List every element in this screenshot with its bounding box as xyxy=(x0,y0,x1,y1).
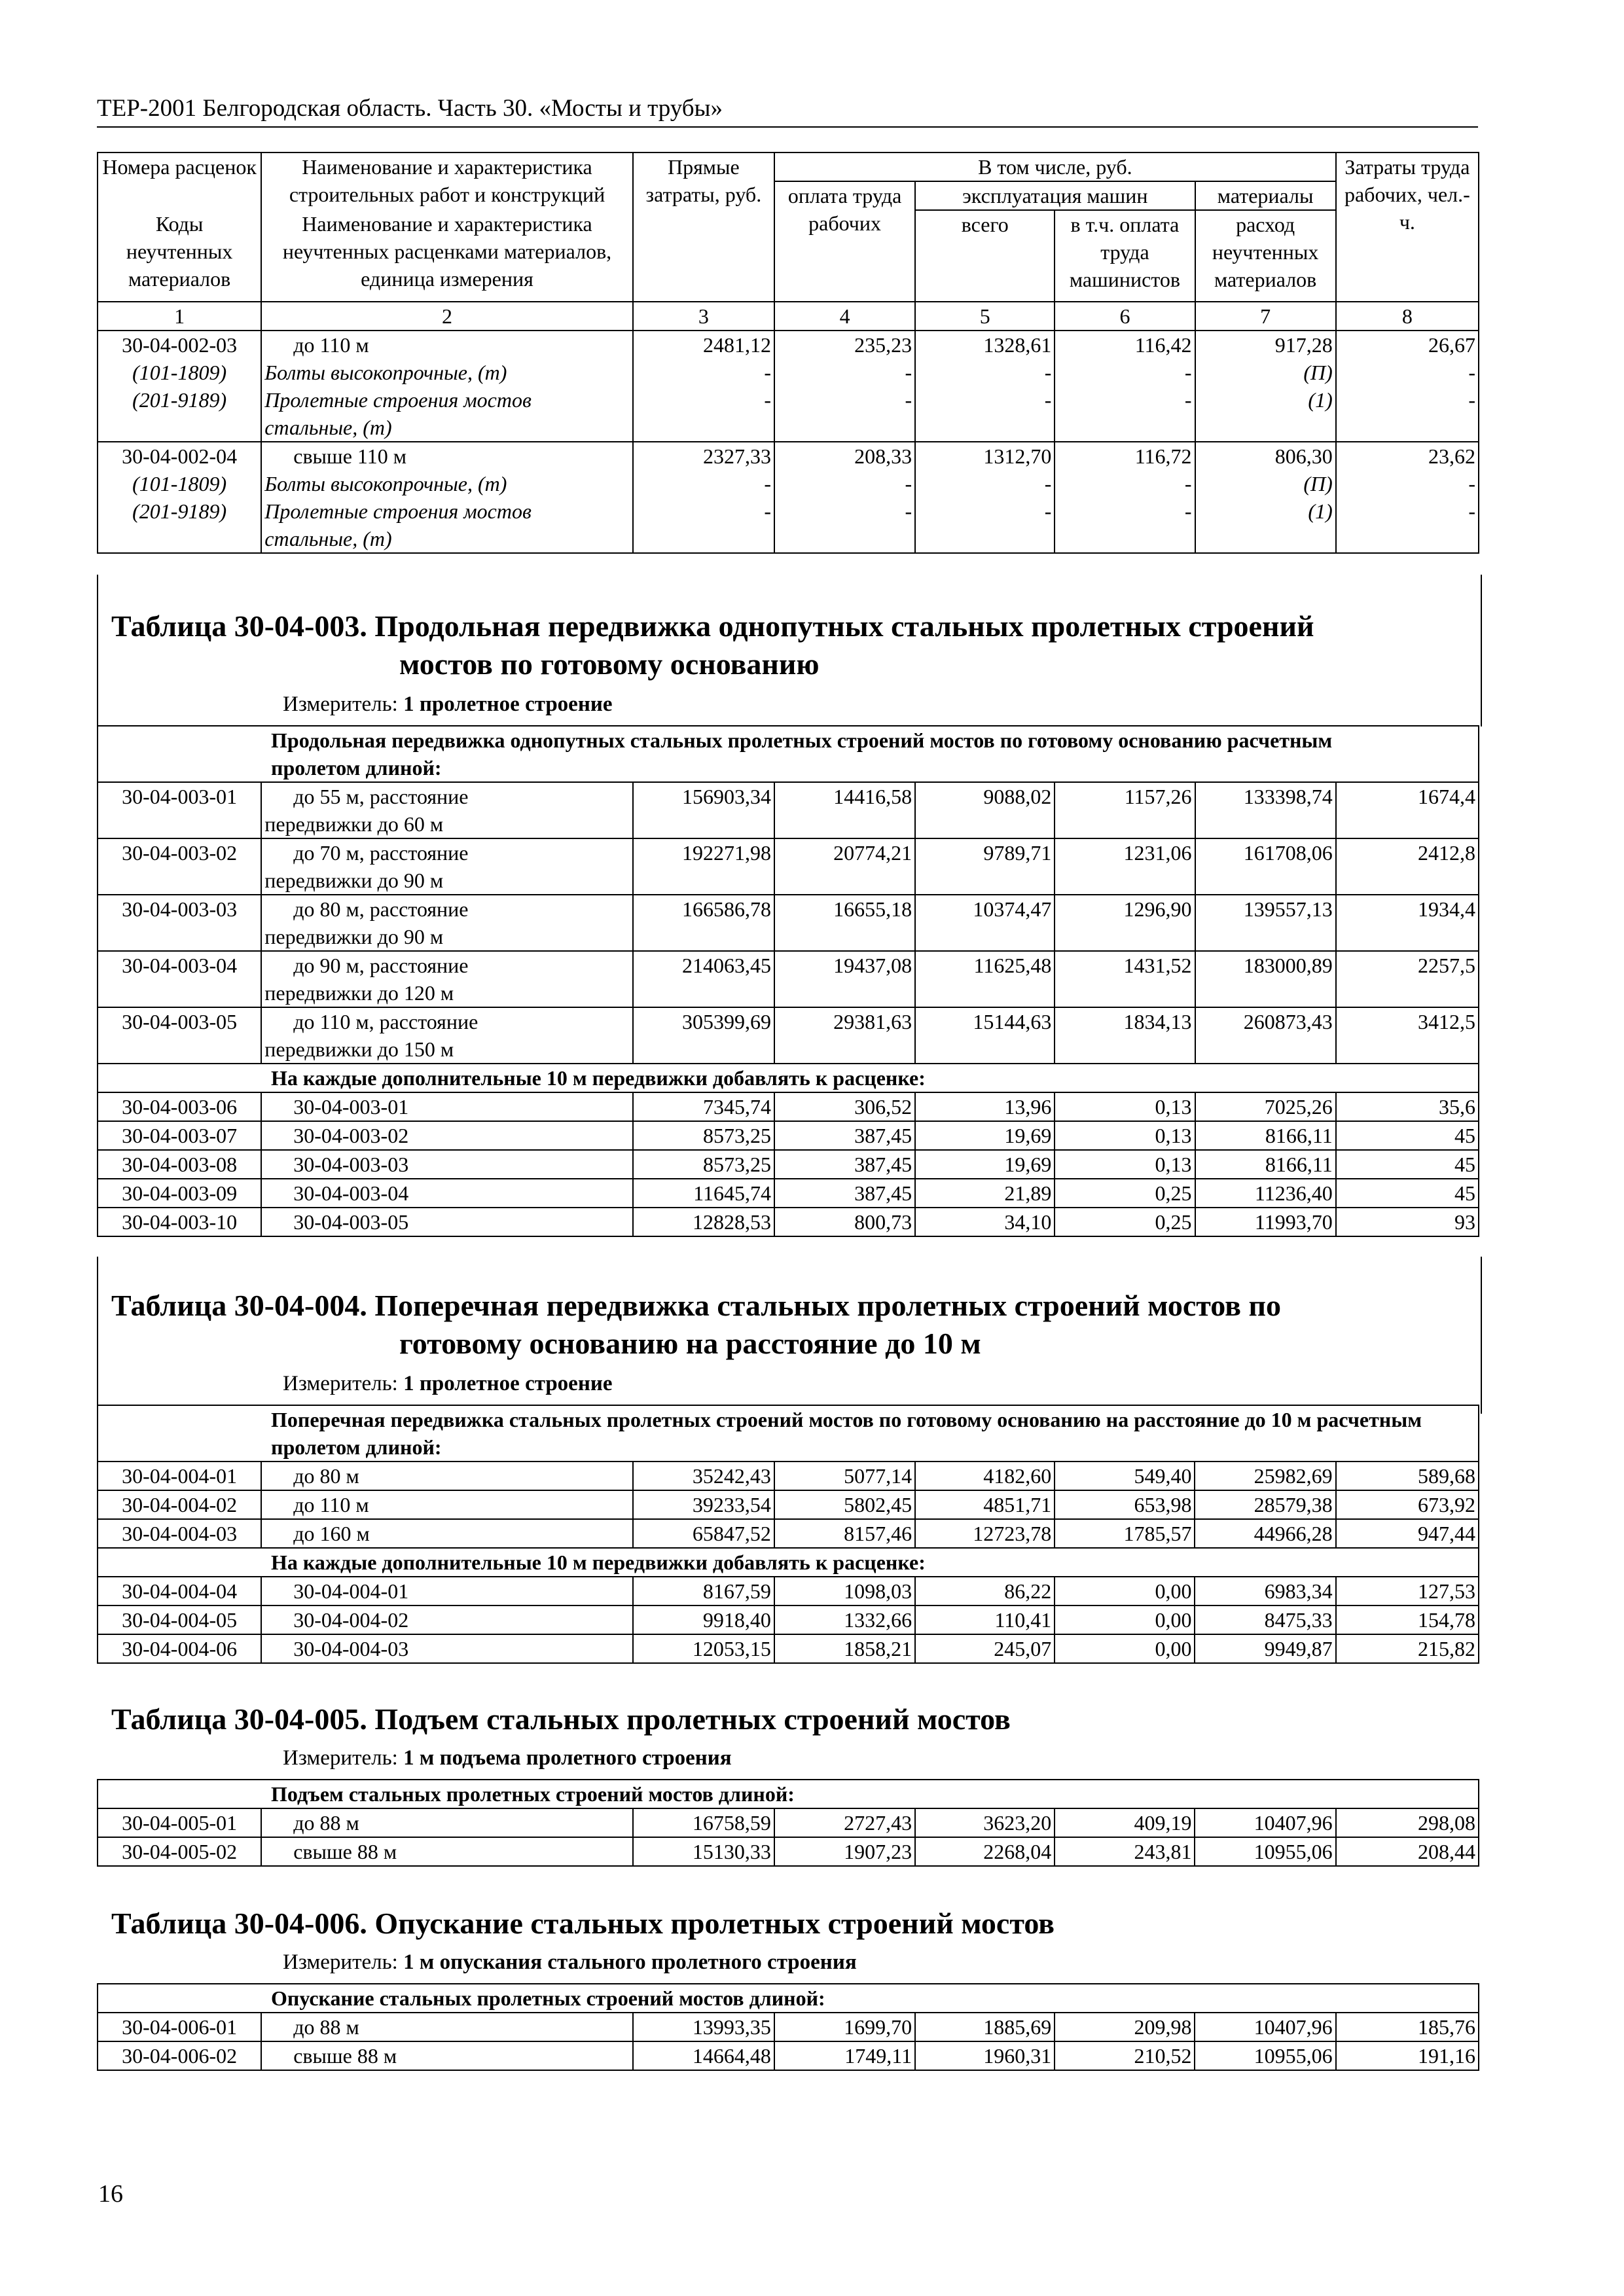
value-labor: - xyxy=(1468,499,1475,523)
value-direct: - xyxy=(764,499,771,523)
material-name: Болты высокопрочные, (т) xyxy=(264,361,507,384)
value-machinists: 653,98 xyxy=(1055,1490,1195,1519)
table-row xyxy=(98,838,1479,895)
value-direct: - xyxy=(764,472,771,495)
value-labor: 154,78 xyxy=(1336,1605,1479,1634)
rate-name: 30-04-003-01 xyxy=(261,1092,633,1121)
material-code: (101-1809) xyxy=(132,361,227,384)
value-materials: (1) xyxy=(1308,388,1333,412)
rate-code: 30-04-003-09 xyxy=(98,1179,261,1208)
table-title-005 xyxy=(111,1700,1473,1738)
col-header-machinist-wages: в т.ч. оплата труда машинистов xyxy=(1055,210,1195,302)
rate-code: 30-04-004-05 xyxy=(98,1605,261,1634)
col-number: 6 xyxy=(1055,302,1195,331)
value-machines: 86,22 xyxy=(915,1577,1055,1605)
value-wages: - xyxy=(905,499,912,523)
measure-value: 1 м опускания стального пролетного строения xyxy=(403,1950,857,1974)
col-header-direct-costs: Прямые затраты, руб. xyxy=(633,152,774,302)
measure-label: Измеритель: xyxy=(283,1950,398,1974)
rate-name: 30-04-004-01 xyxy=(261,1577,633,1605)
value-wages: 5077,14 xyxy=(774,1462,915,1490)
value-materials: 11236,40 xyxy=(1195,1179,1336,1208)
measure-value: 1 пролетное строение xyxy=(403,1372,613,1395)
value-machinists: 409,19 xyxy=(1055,1808,1195,1837)
col-number: 8 xyxy=(1336,302,1479,331)
table-title-003 xyxy=(111,607,1473,683)
value-materials: (1) xyxy=(1308,499,1333,523)
value-materials: 917,28 xyxy=(1274,333,1333,357)
rate-code: 30-04-003-10 xyxy=(98,1208,261,1236)
material-name: Пролетные строения мостов стальные, (т) xyxy=(264,499,532,550)
table-row xyxy=(98,1462,1479,1490)
table-row xyxy=(98,782,1479,838)
col-header-machines-total: всего xyxy=(915,210,1055,302)
rate-name: до 70 м, расстояние xyxy=(293,841,469,865)
value-machines: 19,69 xyxy=(915,1150,1055,1179)
measure-005 xyxy=(283,1746,732,1770)
value-labor: 2257,5 xyxy=(1336,951,1479,1007)
value-machines: - xyxy=(1044,499,1052,523)
value-direct: 8573,25 xyxy=(633,1121,774,1150)
value-machinists: 549,40 xyxy=(1055,1462,1195,1490)
value-labor: 185,76 xyxy=(1336,2013,1479,2041)
value-labor: 35,6 xyxy=(1336,1092,1479,1121)
value-labor: 93 xyxy=(1336,1208,1479,1236)
rate-code: 30-04-004-02 xyxy=(98,1490,261,1519)
value-labor: 45 xyxy=(1336,1121,1479,1150)
rate-name: 30-04-003-05 xyxy=(261,1208,633,1236)
value-labor: 589,68 xyxy=(1336,1462,1479,1490)
page-header: ТЕР-2001 Белгородская область. Часть 30. «Мосты и трубы» xyxy=(97,94,1478,128)
value-machines: 12723,78 xyxy=(915,1519,1055,1548)
rate-code: 30-04-002-03 xyxy=(122,333,238,357)
value-direct: 12828,53 xyxy=(633,1208,774,1236)
table-row xyxy=(98,1808,1479,1837)
table-row xyxy=(98,1605,1479,1634)
value-direct: 2481,12 xyxy=(702,333,771,357)
value-machinists: 0,25 xyxy=(1055,1179,1195,1208)
value-materials: 260873,43 xyxy=(1195,1007,1336,1064)
value-wages: 1699,70 xyxy=(774,2013,915,2041)
value-wages: 387,45 xyxy=(774,1179,915,1208)
rate-name: 30-04-004-02 xyxy=(261,1605,633,1634)
rate-name: 30-04-004-03 xyxy=(261,1634,633,1663)
section-heading: Продольная передвижка однопутных стальных пролетных строений мостов по готовому основанию расчетным пролетом длиной: xyxy=(271,728,1333,780)
value-direct: 39233,54 xyxy=(633,1490,774,1519)
value-wages: 387,45 xyxy=(774,1150,915,1179)
value-machines: 21,89 xyxy=(915,1179,1055,1208)
value-materials: 10955,06 xyxy=(1195,2041,1335,2070)
measure-label: Измеритель: xyxy=(283,1746,398,1770)
material-code: (101-1809) xyxy=(132,472,227,495)
value-machines: - xyxy=(1044,472,1052,495)
value-direct: 8167,59 xyxy=(633,1577,774,1605)
measure-004 xyxy=(283,1372,613,1396)
value-wages: 19437,08 xyxy=(774,951,915,1007)
measure-006 xyxy=(283,1950,857,1975)
col-header-work-name: Наименование и характеристика строительных работ и конструкций xyxy=(261,152,633,210)
value-wages: 235,23 xyxy=(854,333,912,357)
value-machines: 1312,70 xyxy=(983,444,1052,468)
value-labor: - xyxy=(1468,388,1475,412)
value-materials: 10407,96 xyxy=(1195,2013,1335,2041)
value-machinists: - xyxy=(1184,472,1192,495)
value-machinists: 0,13 xyxy=(1055,1121,1195,1150)
value-machines: 110,41 xyxy=(915,1605,1055,1634)
value-materials: 6983,34 xyxy=(1195,1577,1335,1605)
rate-name: до 88 м xyxy=(261,2013,633,2041)
value-direct: - xyxy=(764,388,771,412)
rate-name: до 55 м, расстояние xyxy=(293,785,469,808)
value-machinists: 1231,06 xyxy=(1055,838,1195,895)
value-direct: 9918,40 xyxy=(633,1605,774,1634)
material-name: Пролетные строения мостов стальные, (т) xyxy=(264,388,532,439)
measure-003 xyxy=(283,692,613,717)
value-materials: 806,30 xyxy=(1274,444,1333,468)
rate-code: 30-04-004-03 xyxy=(98,1519,261,1548)
rate-code: 30-04-003-02 xyxy=(98,838,261,895)
table-row xyxy=(98,1634,1479,1663)
value-machinists: 116,42 xyxy=(1134,333,1192,357)
rate-code: 30-04-003-04 xyxy=(98,951,261,1007)
section-heading: На каждые дополнительные 10 м передвижки добавлять к расценке: xyxy=(271,1551,926,1574)
rate-code: 30-04-003-08 xyxy=(98,1150,261,1179)
value-labor: - xyxy=(1468,472,1475,495)
col-header-rate-number: Номера расценок xyxy=(98,152,261,210)
value-labor: 215,82 xyxy=(1336,1634,1479,1663)
value-direct: 15130,33 xyxy=(633,1837,774,1866)
value-labor: 673,92 xyxy=(1336,1490,1479,1519)
value-materials: 161708,06 xyxy=(1195,838,1336,895)
material-code: (201-9189) xyxy=(132,499,227,523)
value-machines: 4851,71 xyxy=(915,1490,1055,1519)
value-machines: 15144,63 xyxy=(915,1007,1055,1064)
rate-code: 30-04-004-06 xyxy=(98,1634,261,1663)
rate-code: 30-04-004-01 xyxy=(98,1462,261,1490)
rate-name: передвижки до 90 м xyxy=(264,925,444,948)
value-machinists: 0,13 xyxy=(1055,1092,1195,1121)
value-direct: 2327,33 xyxy=(702,444,771,468)
section-heading: Подъем стальных пролетных строений мостов длиной: xyxy=(271,1782,795,1806)
value-wages: 1907,23 xyxy=(774,1837,915,1866)
value-materials: 44966,28 xyxy=(1195,1519,1335,1548)
col-header-materials: материалы xyxy=(1195,181,1336,210)
rate-name: свыше 110 м xyxy=(293,444,406,468)
table-row xyxy=(98,1092,1479,1121)
value-wages: 8157,46 xyxy=(774,1519,915,1548)
value-machinists: 1296,90 xyxy=(1055,895,1195,951)
value-machines: 1328,61 xyxy=(983,333,1052,357)
rate-name: до 110 м, расстояние xyxy=(293,1010,478,1033)
value-materials: 10407,96 xyxy=(1195,1808,1335,1837)
rate-name: передвижки до 60 м xyxy=(264,812,444,836)
value-direct: 12053,15 xyxy=(633,1634,774,1663)
value-wages: 5802,45 xyxy=(774,1490,915,1519)
col-header-material-names: Наименование и характеристика неучтенных расценками материалов, единица измерения xyxy=(261,210,633,302)
table-row xyxy=(98,2013,1479,2041)
value-materials: 10955,06 xyxy=(1195,1837,1335,1866)
rate-code: 30-04-003-06 xyxy=(98,1092,261,1121)
value-labor: 3412,5 xyxy=(1336,1007,1479,1064)
col-number: 7 xyxy=(1195,302,1336,331)
value-labor: 1934,4 xyxy=(1336,895,1479,951)
value-materials: (П) xyxy=(1303,472,1333,495)
value-machinists: 1834,13 xyxy=(1055,1007,1195,1064)
col-header-material-codes: Коды неучтенных материалов xyxy=(98,210,261,302)
value-materials: 139557,13 xyxy=(1195,895,1336,951)
value-labor: 45 xyxy=(1336,1150,1479,1179)
value-materials: 7025,26 xyxy=(1195,1092,1336,1121)
value-machinists: 0,00 xyxy=(1055,1605,1195,1634)
value-materials: 25982,69 xyxy=(1195,1462,1335,1490)
col-number: 1 xyxy=(98,302,261,331)
rates-table-003 xyxy=(97,725,1479,1237)
material-name: Болты высокопрочные, (т) xyxy=(264,472,507,495)
value-wages: 1749,11 xyxy=(774,2041,915,2070)
table-title-line: готовому основанию на расстояние до 10 м xyxy=(399,1327,981,1360)
value-materials: 8166,11 xyxy=(1195,1121,1336,1150)
value-direct: 8573,25 xyxy=(633,1150,774,1179)
value-machines: 3623,20 xyxy=(915,1808,1055,1837)
table-title-004 xyxy=(111,1287,1473,1363)
value-machines: 4182,60 xyxy=(915,1462,1055,1490)
col-header-labor-costs: Затраты труда рабочих, чел.-ч. xyxy=(1336,152,1479,302)
rate-code: 30-04-003-05 xyxy=(98,1007,261,1064)
col-number: 3 xyxy=(633,302,774,331)
value-machinists: 1785,57 xyxy=(1055,1519,1195,1548)
value-materials: 133398,74 xyxy=(1195,782,1336,838)
value-machines: - xyxy=(1044,361,1052,384)
table-row xyxy=(98,1490,1479,1519)
value-machinists: 1157,26 xyxy=(1055,782,1195,838)
value-direct: 11645,74 xyxy=(633,1179,774,1208)
value-machines: 245,07 xyxy=(915,1634,1055,1663)
value-materials: 11993,70 xyxy=(1195,1208,1336,1236)
rate-code: 30-04-005-02 xyxy=(98,1837,261,1866)
material-code: (201-9189) xyxy=(132,388,227,412)
table-row xyxy=(98,1519,1479,1548)
value-wages: 1858,21 xyxy=(774,1634,915,1663)
table-row xyxy=(98,1150,1479,1179)
value-labor: 191,16 xyxy=(1336,2041,1479,2070)
rate-name: свыше 88 м xyxy=(261,2041,633,2070)
table-title-line: Таблица 30-04-005. Подъем стальных пролетных строений мостов xyxy=(111,1702,1011,1736)
value-labor: 23,62 xyxy=(1428,444,1475,468)
value-wages: 800,73 xyxy=(774,1208,915,1236)
rate-name: 30-04-003-03 xyxy=(261,1150,633,1179)
value-machinists: - xyxy=(1184,361,1192,384)
value-wages: 2727,43 xyxy=(774,1808,915,1837)
measure-label: Измеритель: xyxy=(283,692,398,716)
value-labor: 2412,8 xyxy=(1336,838,1479,895)
table-row xyxy=(98,2041,1479,2070)
rate-name: до 110 м xyxy=(261,1490,633,1519)
value-materials: (П) xyxy=(1303,361,1333,384)
value-machines: - xyxy=(1044,388,1052,412)
value-wages: 20774,21 xyxy=(774,838,915,895)
value-machines: 13,96 xyxy=(915,1092,1055,1121)
rate-name: до 80 м, расстояние xyxy=(293,897,469,921)
value-labor: 1674,4 xyxy=(1336,782,1479,838)
table-row xyxy=(98,951,1479,1007)
column-numbers-row xyxy=(98,302,1479,331)
table-row xyxy=(98,1007,1479,1064)
value-machines: 34,10 xyxy=(915,1208,1055,1236)
value-wages: - xyxy=(905,361,912,384)
value-machinists: 209,98 xyxy=(1055,2013,1195,2041)
col-header-including: В том числе, руб. xyxy=(774,152,1336,181)
table-title-line: Таблица 30-04-004. Поперечная передвижка стальных пролетных строений мостов по xyxy=(111,1289,1281,1322)
value-direct: 16758,59 xyxy=(633,1808,774,1837)
value-wages: 16655,18 xyxy=(774,895,915,951)
value-wages: 1098,03 xyxy=(774,1577,915,1605)
measure-value: 1 м подъема пролетного строения xyxy=(403,1746,732,1770)
section-heading: На каждые дополнительные 10 м передвижки добавлять к расценке: xyxy=(271,1066,926,1090)
value-machinists: 210,52 xyxy=(1055,2041,1195,2070)
value-direct: 214063,45 xyxy=(633,951,774,1007)
value-machinists: 243,81 xyxy=(1055,1837,1195,1866)
value-wages: 29381,63 xyxy=(774,1007,915,1064)
value-machinists: - xyxy=(1184,388,1192,412)
measure-label: Измеритель: xyxy=(283,1372,398,1395)
rate-name: передвижки до 120 м xyxy=(264,981,454,1005)
value-machines: 19,69 xyxy=(915,1121,1055,1150)
rates-table-004 xyxy=(97,1405,1479,1664)
value-materials: 9949,87 xyxy=(1195,1634,1335,1663)
section-heading: Опускание стальных пролетных строений мостов длиной: xyxy=(271,1986,825,2010)
table-row xyxy=(98,1577,1479,1605)
table-row xyxy=(98,442,1479,553)
value-labor: - xyxy=(1468,361,1475,384)
value-direct: 192271,98 xyxy=(633,838,774,895)
col-header-machines: эксплуатация машин xyxy=(915,181,1195,210)
rate-name: 30-04-003-04 xyxy=(261,1179,633,1208)
value-materials: 28579,38 xyxy=(1195,1490,1335,1519)
table-row xyxy=(98,1121,1479,1150)
value-labor: 208,44 xyxy=(1336,1837,1479,1866)
value-materials: 8475,33 xyxy=(1195,1605,1335,1634)
table-title-line: мостов по готовому основанию xyxy=(399,647,820,681)
table-title-line: Таблица 30-04-006. Опускание стальных пролетных строений мостов xyxy=(111,1907,1055,1940)
value-machines: 1885,69 xyxy=(915,2013,1055,2041)
value-machines: 10374,47 xyxy=(915,895,1055,951)
rate-name: до 110 м xyxy=(293,333,369,357)
value-direct: 13993,35 xyxy=(633,2013,774,2041)
value-machinists: 1431,52 xyxy=(1055,951,1195,1007)
rate-name: свыше 88 м xyxy=(261,1837,633,1866)
table-row xyxy=(98,1179,1479,1208)
page-number: 16 xyxy=(98,2180,123,2208)
col-number: 4 xyxy=(774,302,915,331)
value-machines: 9789,71 xyxy=(915,838,1055,895)
rate-code: 30-04-006-02 xyxy=(98,2041,261,2070)
value-materials: 183000,89 xyxy=(1195,951,1336,1007)
rate-name: передвижки до 90 м xyxy=(264,869,444,892)
col-header-wages: оплата труда рабочих xyxy=(774,181,915,302)
table-title-line: Таблица 30-04-003. Продольная передвижка однопутных стальных пролетных строений xyxy=(111,609,1314,643)
value-direct: 7345,74 xyxy=(633,1092,774,1121)
value-wages: 208,33 xyxy=(854,444,912,468)
col-header-material-consumption: расход неучтенных материалов xyxy=(1195,210,1336,302)
value-labor: 298,08 xyxy=(1336,1808,1479,1837)
value-machinists: 0,00 xyxy=(1055,1577,1195,1605)
value-machinists: 0,25 xyxy=(1055,1208,1195,1236)
value-wages: - xyxy=(905,472,912,495)
table-row xyxy=(98,331,1479,442)
value-machinists: - xyxy=(1184,499,1192,523)
rates-table-002 xyxy=(97,152,1479,554)
value-wages: 387,45 xyxy=(774,1121,915,1150)
rate-name: до 90 м, расстояние xyxy=(293,954,469,977)
value-wages: 306,52 xyxy=(774,1092,915,1121)
value-labor: 26,67 xyxy=(1428,333,1475,357)
value-machinists: 0,00 xyxy=(1055,1634,1195,1663)
rate-code: 30-04-003-07 xyxy=(98,1121,261,1150)
value-machines: 9088,02 xyxy=(915,782,1055,838)
value-machinists: 0,13 xyxy=(1055,1150,1195,1179)
rate-code: 30-04-003-03 xyxy=(98,895,261,951)
col-number: 5 xyxy=(915,302,1055,331)
value-labor: 127,53 xyxy=(1336,1577,1479,1605)
table-row xyxy=(98,1837,1479,1866)
rate-code: 30-04-004-04 xyxy=(98,1577,261,1605)
value-wages: 14416,58 xyxy=(774,782,915,838)
rate-code: 30-04-006-01 xyxy=(98,2013,261,2041)
value-direct: 166586,78 xyxy=(633,895,774,951)
value-wages: 1332,66 xyxy=(774,1605,915,1634)
value-direct: 14664,48 xyxy=(633,2041,774,2070)
measure-value: 1 пролетное строение xyxy=(403,692,613,716)
table-row xyxy=(98,1208,1479,1236)
rate-code: 30-04-003-01 xyxy=(98,782,261,838)
value-machines: 2268,04 xyxy=(915,1837,1055,1866)
value-materials: 8166,11 xyxy=(1195,1150,1336,1179)
value-wages: - xyxy=(905,388,912,412)
rate-code: 30-04-002-04 xyxy=(122,444,238,468)
value-labor: 947,44 xyxy=(1336,1519,1479,1548)
value-direct: 65847,52 xyxy=(633,1519,774,1548)
value-direct: 156903,34 xyxy=(633,782,774,838)
rate-name: до 160 м xyxy=(261,1519,633,1548)
value-direct: 305399,69 xyxy=(633,1007,774,1064)
col-number: 2 xyxy=(261,302,633,331)
value-machinists: 116,72 xyxy=(1134,444,1192,468)
rates-table-005 xyxy=(97,1779,1479,1867)
rate-name: 30-04-003-02 xyxy=(261,1121,633,1150)
rate-name: передвижки до 150 м xyxy=(264,1037,454,1061)
value-direct: 35242,43 xyxy=(633,1462,774,1490)
value-machines: 1960,31 xyxy=(915,2041,1055,2070)
value-machines: 11625,48 xyxy=(915,951,1055,1007)
rate-name: до 80 м xyxy=(261,1462,633,1490)
rates-table-006 xyxy=(97,1983,1479,2071)
rate-code: 30-04-005-01 xyxy=(98,1808,261,1837)
rate-name: до 88 м xyxy=(261,1808,633,1837)
table-title-006 xyxy=(111,1905,1473,1943)
value-labor: 45 xyxy=(1336,1179,1479,1208)
table-row xyxy=(98,895,1479,951)
section-heading: Поперечная передвижка стальных пролетных строений мостов по готовому основанию на расстояние до 10 м расчетным пролетом длиной: xyxy=(271,1408,1422,1459)
value-direct: - xyxy=(764,361,771,384)
